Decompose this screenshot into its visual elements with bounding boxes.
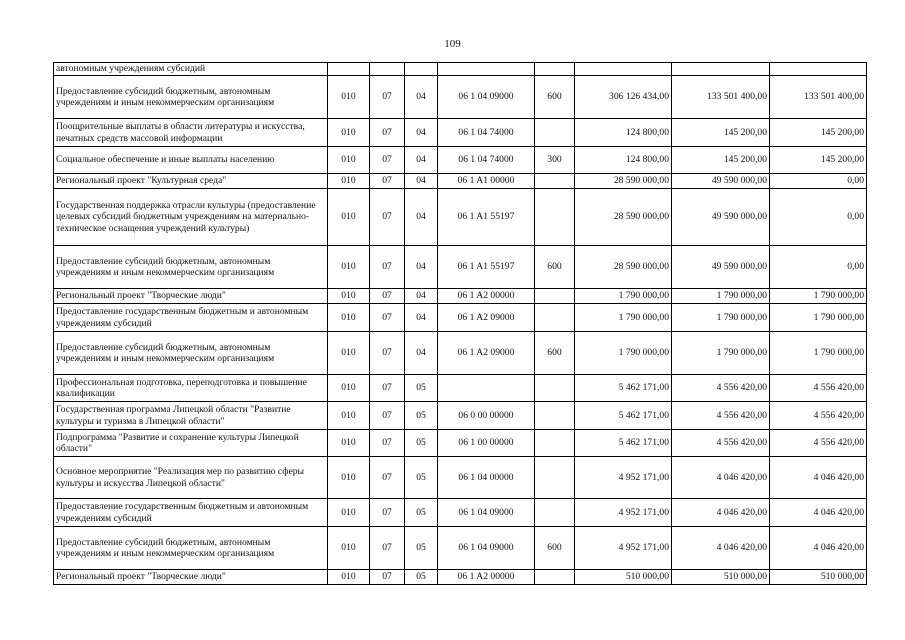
row-subsection-code: 04	[405, 304, 438, 332]
row-name: Предоставление государственным бюджетным и автономным учреждениям субсидий	[54, 499, 328, 527]
table-row	[54, 174, 867, 189]
row-sum-year-2: 49 590 000,00	[672, 246, 770, 289]
row-subsection-code: 04	[405, 246, 438, 289]
row-name: Поощрительные выплаты в области литературы и искусства, печатных средств массовой информации	[54, 119, 328, 147]
row-subsection-code: 04	[405, 332, 438, 375]
table-row	[54, 304, 867, 332]
row-expense-type: 600	[535, 332, 575, 375]
row-target-article: 06 1 04 74000	[438, 119, 535, 147]
row-section-code: 07	[370, 375, 405, 402]
row-name: автономным учреждениям субсидий	[54, 63, 328, 76]
row-sum-year-1: 1 790 000,00	[575, 304, 672, 332]
row-sum-year-3: 145 200,00	[770, 147, 867, 174]
table-row	[54, 332, 867, 375]
row-name: Государственная программа Липецкой области "Развитие культуры и туризма в Липецкой области"	[54, 402, 328, 430]
row-target-article: 06 1 A1 00000	[438, 174, 535, 189]
row-expense-type	[535, 119, 575, 147]
row-name: Региональный проект "Творческие люди"	[54, 570, 328, 585]
row-sum-year-1: 124 800,00	[575, 147, 672, 174]
row-sum-year-3: 133 501 400,00	[770, 76, 867, 119]
row-section-code: 07	[370, 76, 405, 119]
row-subsection-code	[405, 63, 438, 76]
row-name: Региональный проект "Культурная среда"	[54, 174, 328, 189]
row-target-article: 06 1 04 09000	[438, 499, 535, 527]
row-section-code: 07	[370, 527, 405, 570]
row-target-article: 06 1 00 00000	[438, 430, 535, 457]
row-sum-year-3: 4 556 420,00	[770, 402, 867, 430]
row-sum-year-2	[672, 63, 770, 76]
row-sum-year-2: 4 046 420,00	[672, 457, 770, 499]
row-sum-year-3: 1 790 000,00	[770, 289, 867, 304]
row-section-code: 07	[370, 402, 405, 430]
row-expense-type	[535, 430, 575, 457]
row-target-article: 06 1 04 00000	[438, 457, 535, 499]
row-sum-year-1: 5 462 171,00	[575, 430, 672, 457]
row-sum-year-3: 4 046 420,00	[770, 457, 867, 499]
row-gr-code: 010	[328, 76, 370, 119]
row-gr-code: 010	[328, 174, 370, 189]
row-subsection-code: 05	[405, 499, 438, 527]
row-sum-year-2: 4 556 420,00	[672, 402, 770, 430]
row-sum-year-2: 145 200,00	[672, 147, 770, 174]
row-sum-year-1: 28 590 000,00	[575, 246, 672, 289]
row-target-article: 06 1 A2 09000	[438, 304, 535, 332]
row-sum-year-2: 1 790 000,00	[672, 289, 770, 304]
row-sum-year-2: 1 790 000,00	[672, 304, 770, 332]
row-subsection-code: 04	[405, 174, 438, 189]
row-sum-year-3: 4 046 420,00	[770, 499, 867, 527]
row-sum-year-2: 4 556 420,00	[672, 430, 770, 457]
row-sum-year-1	[575, 63, 672, 76]
row-gr-code: 010	[328, 304, 370, 332]
row-sum-year-1: 5 462 171,00	[575, 375, 672, 402]
row-expense-type	[535, 63, 575, 76]
row-section-code: 07	[370, 430, 405, 457]
row-expense-type: 600	[535, 246, 575, 289]
row-expense-type: 600	[535, 527, 575, 570]
row-section-code	[370, 63, 405, 76]
row-section-code: 07	[370, 119, 405, 147]
row-sum-year-3: 0,00	[770, 174, 867, 189]
row-sum-year-1: 1 790 000,00	[575, 332, 672, 375]
row-gr-code: 010	[328, 402, 370, 430]
row-expense-type: 300	[535, 147, 575, 174]
row-name: Предоставление субсидий бюджетным, автономным учреждениям и иным некоммерческим организациям	[54, 246, 328, 289]
row-sum-year-2: 145 200,00	[672, 119, 770, 147]
table-row	[54, 246, 867, 289]
row-gr-code: 010	[328, 332, 370, 375]
row-subsection-code: 05	[405, 570, 438, 585]
row-sum-year-3: 145 200,00	[770, 119, 867, 147]
row-sum-year-3: 0,00	[770, 189, 867, 246]
row-gr-code: 010	[328, 499, 370, 527]
row-expense-type	[535, 289, 575, 304]
row-name: Профессиональная подготовка, переподготовка и повышение квалификации	[54, 375, 328, 402]
row-name: Основное мероприятие "Реализация мер по развитию сферы культуры и искусства Липецкой области"	[54, 457, 328, 499]
row-gr-code: 010	[328, 289, 370, 304]
row-expense-type	[535, 402, 575, 430]
row-sum-year-2: 510 000,00	[672, 570, 770, 585]
row-subsection-code: 04	[405, 289, 438, 304]
table-row	[54, 402, 867, 430]
row-target-article	[438, 63, 535, 76]
row-gr-code: 010	[328, 119, 370, 147]
table-row	[54, 375, 867, 402]
row-sum-year-1: 1 790 000,00	[575, 289, 672, 304]
row-gr-code: 010	[328, 457, 370, 499]
row-expense-type	[535, 304, 575, 332]
row-subsection-code: 04	[405, 147, 438, 174]
page-number: 109	[444, 38, 461, 50]
row-name: Региональный проект "Творческие люди"	[54, 289, 328, 304]
row-subsection-code: 04	[405, 189, 438, 246]
row-target-article: 06 0 00 00000	[438, 402, 535, 430]
row-section-code: 07	[370, 332, 405, 375]
row-sum-year-1: 306 126 434,00	[575, 76, 672, 119]
row-section-code: 07	[370, 570, 405, 585]
row-name: Социальное обеспечение и иные выплаты населению	[54, 147, 328, 174]
table-row	[54, 499, 867, 527]
row-target-article: 06 1 04 74000	[438, 147, 535, 174]
row-sum-year-1: 28 590 000,00	[575, 189, 672, 246]
row-name: Предоставление субсидий бюджетным, автономным учреждениям и иным некоммерческим организациям	[54, 332, 328, 375]
row-gr-code: 010	[328, 375, 370, 402]
row-target-article: 06 1 A1 55197	[438, 189, 535, 246]
row-expense-type	[535, 570, 575, 585]
row-sum-year-3: 4 556 420,00	[770, 375, 867, 402]
row-gr-code	[328, 63, 370, 76]
row-target-article: 06 1 04 09000	[438, 76, 535, 119]
row-sum-year-3: 0,00	[770, 246, 867, 289]
table-row	[54, 119, 867, 147]
row-gr-code: 010	[328, 189, 370, 246]
row-expense-type: 600	[535, 76, 575, 119]
row-name: Государственная поддержка отрасли культуры (предоставление целевых субсидий бюджетным учреждениям на материально-техническое оснащения учреждений культуры)	[54, 189, 328, 246]
row-subsection-code: 05	[405, 527, 438, 570]
row-section-code: 07	[370, 499, 405, 527]
row-sum-year-2: 133 501 400,00	[672, 76, 770, 119]
row-gr-code: 010	[328, 570, 370, 585]
row-target-article: 06 1 A1 55197	[438, 246, 535, 289]
table-row	[54, 147, 867, 174]
row-expense-type	[535, 457, 575, 499]
row-sum-year-1: 4 952 171,00	[575, 527, 672, 570]
row-sum-year-3: 4 556 420,00	[770, 430, 867, 457]
table-row	[54, 457, 867, 499]
budget-table	[53, 62, 867, 585]
row-gr-code: 010	[328, 430, 370, 457]
row-sum-year-1: 28 590 000,00	[575, 174, 672, 189]
row-gr-code: 010	[328, 246, 370, 289]
row-target-article: 06 1 A2 09000	[438, 332, 535, 375]
budget-table-body	[54, 63, 867, 585]
row-sum-year-2: 49 590 000,00	[672, 189, 770, 246]
table-row	[54, 289, 867, 304]
row-sum-year-2: 4 046 420,00	[672, 527, 770, 570]
table-row	[54, 76, 867, 119]
row-section-code: 07	[370, 174, 405, 189]
row-sum-year-2: 4 556 420,00	[672, 375, 770, 402]
row-name: Предоставление государственным бюджетным и автономным учреждениям субсидий	[54, 304, 328, 332]
row-sum-year-2: 4 046 420,00	[672, 499, 770, 527]
row-sum-year-3: 4 046 420,00	[770, 527, 867, 570]
row-sum-year-1: 5 462 171,00	[575, 402, 672, 430]
row-sum-year-2: 49 590 000,00	[672, 174, 770, 189]
table-row	[54, 570, 867, 585]
row-name: Подпрограмма "Развитие и сохранение культуры Липецкой области"	[54, 430, 328, 457]
row-sum-year-2: 1 790 000,00	[672, 332, 770, 375]
row-section-code: 07	[370, 246, 405, 289]
row-subsection-code: 05	[405, 402, 438, 430]
table-row	[54, 527, 867, 570]
row-section-code: 07	[370, 147, 405, 174]
row-sum-year-1: 124 800,00	[575, 119, 672, 147]
row-subsection-code: 04	[405, 119, 438, 147]
row-section-code: 07	[370, 189, 405, 246]
row-gr-code: 010	[328, 527, 370, 570]
row-target-article: 06 1 A2 00000	[438, 289, 535, 304]
row-name: Предоставление субсидий бюджетным, автономным учреждениям и иным некоммерческим организациям	[54, 76, 328, 119]
row-target-article: 06 1 04 09000	[438, 527, 535, 570]
row-sum-year-3: 1 790 000,00	[770, 332, 867, 375]
row-section-code: 07	[370, 289, 405, 304]
row-sum-year-3	[770, 63, 867, 76]
row-sum-year-1: 4 952 171,00	[575, 499, 672, 527]
row-expense-type	[535, 499, 575, 527]
row-target-article: 06 1 A2 00000	[438, 570, 535, 585]
row-sum-year-1: 4 952 171,00	[575, 457, 672, 499]
row-expense-type	[535, 174, 575, 189]
row-sum-year-3: 510 000,00	[770, 570, 867, 585]
row-gr-code: 010	[328, 147, 370, 174]
row-subsection-code: 05	[405, 430, 438, 457]
row-name: Предоставление субсидий бюджетным, автономным учреждениям и иным некоммерческим организациям	[54, 527, 328, 570]
table-row	[54, 63, 867, 76]
row-target-article	[438, 375, 535, 402]
row-sum-year-1: 510 000,00	[575, 570, 672, 585]
row-sum-year-3: 1 790 000,00	[770, 304, 867, 332]
row-subsection-code: 05	[405, 375, 438, 402]
row-subsection-code: 05	[405, 457, 438, 499]
table-row	[54, 189, 867, 246]
table-row	[54, 430, 867, 457]
row-expense-type	[535, 189, 575, 246]
row-section-code: 07	[370, 304, 405, 332]
row-expense-type	[535, 375, 575, 402]
row-section-code: 07	[370, 457, 405, 499]
row-subsection-code: 04	[405, 76, 438, 119]
